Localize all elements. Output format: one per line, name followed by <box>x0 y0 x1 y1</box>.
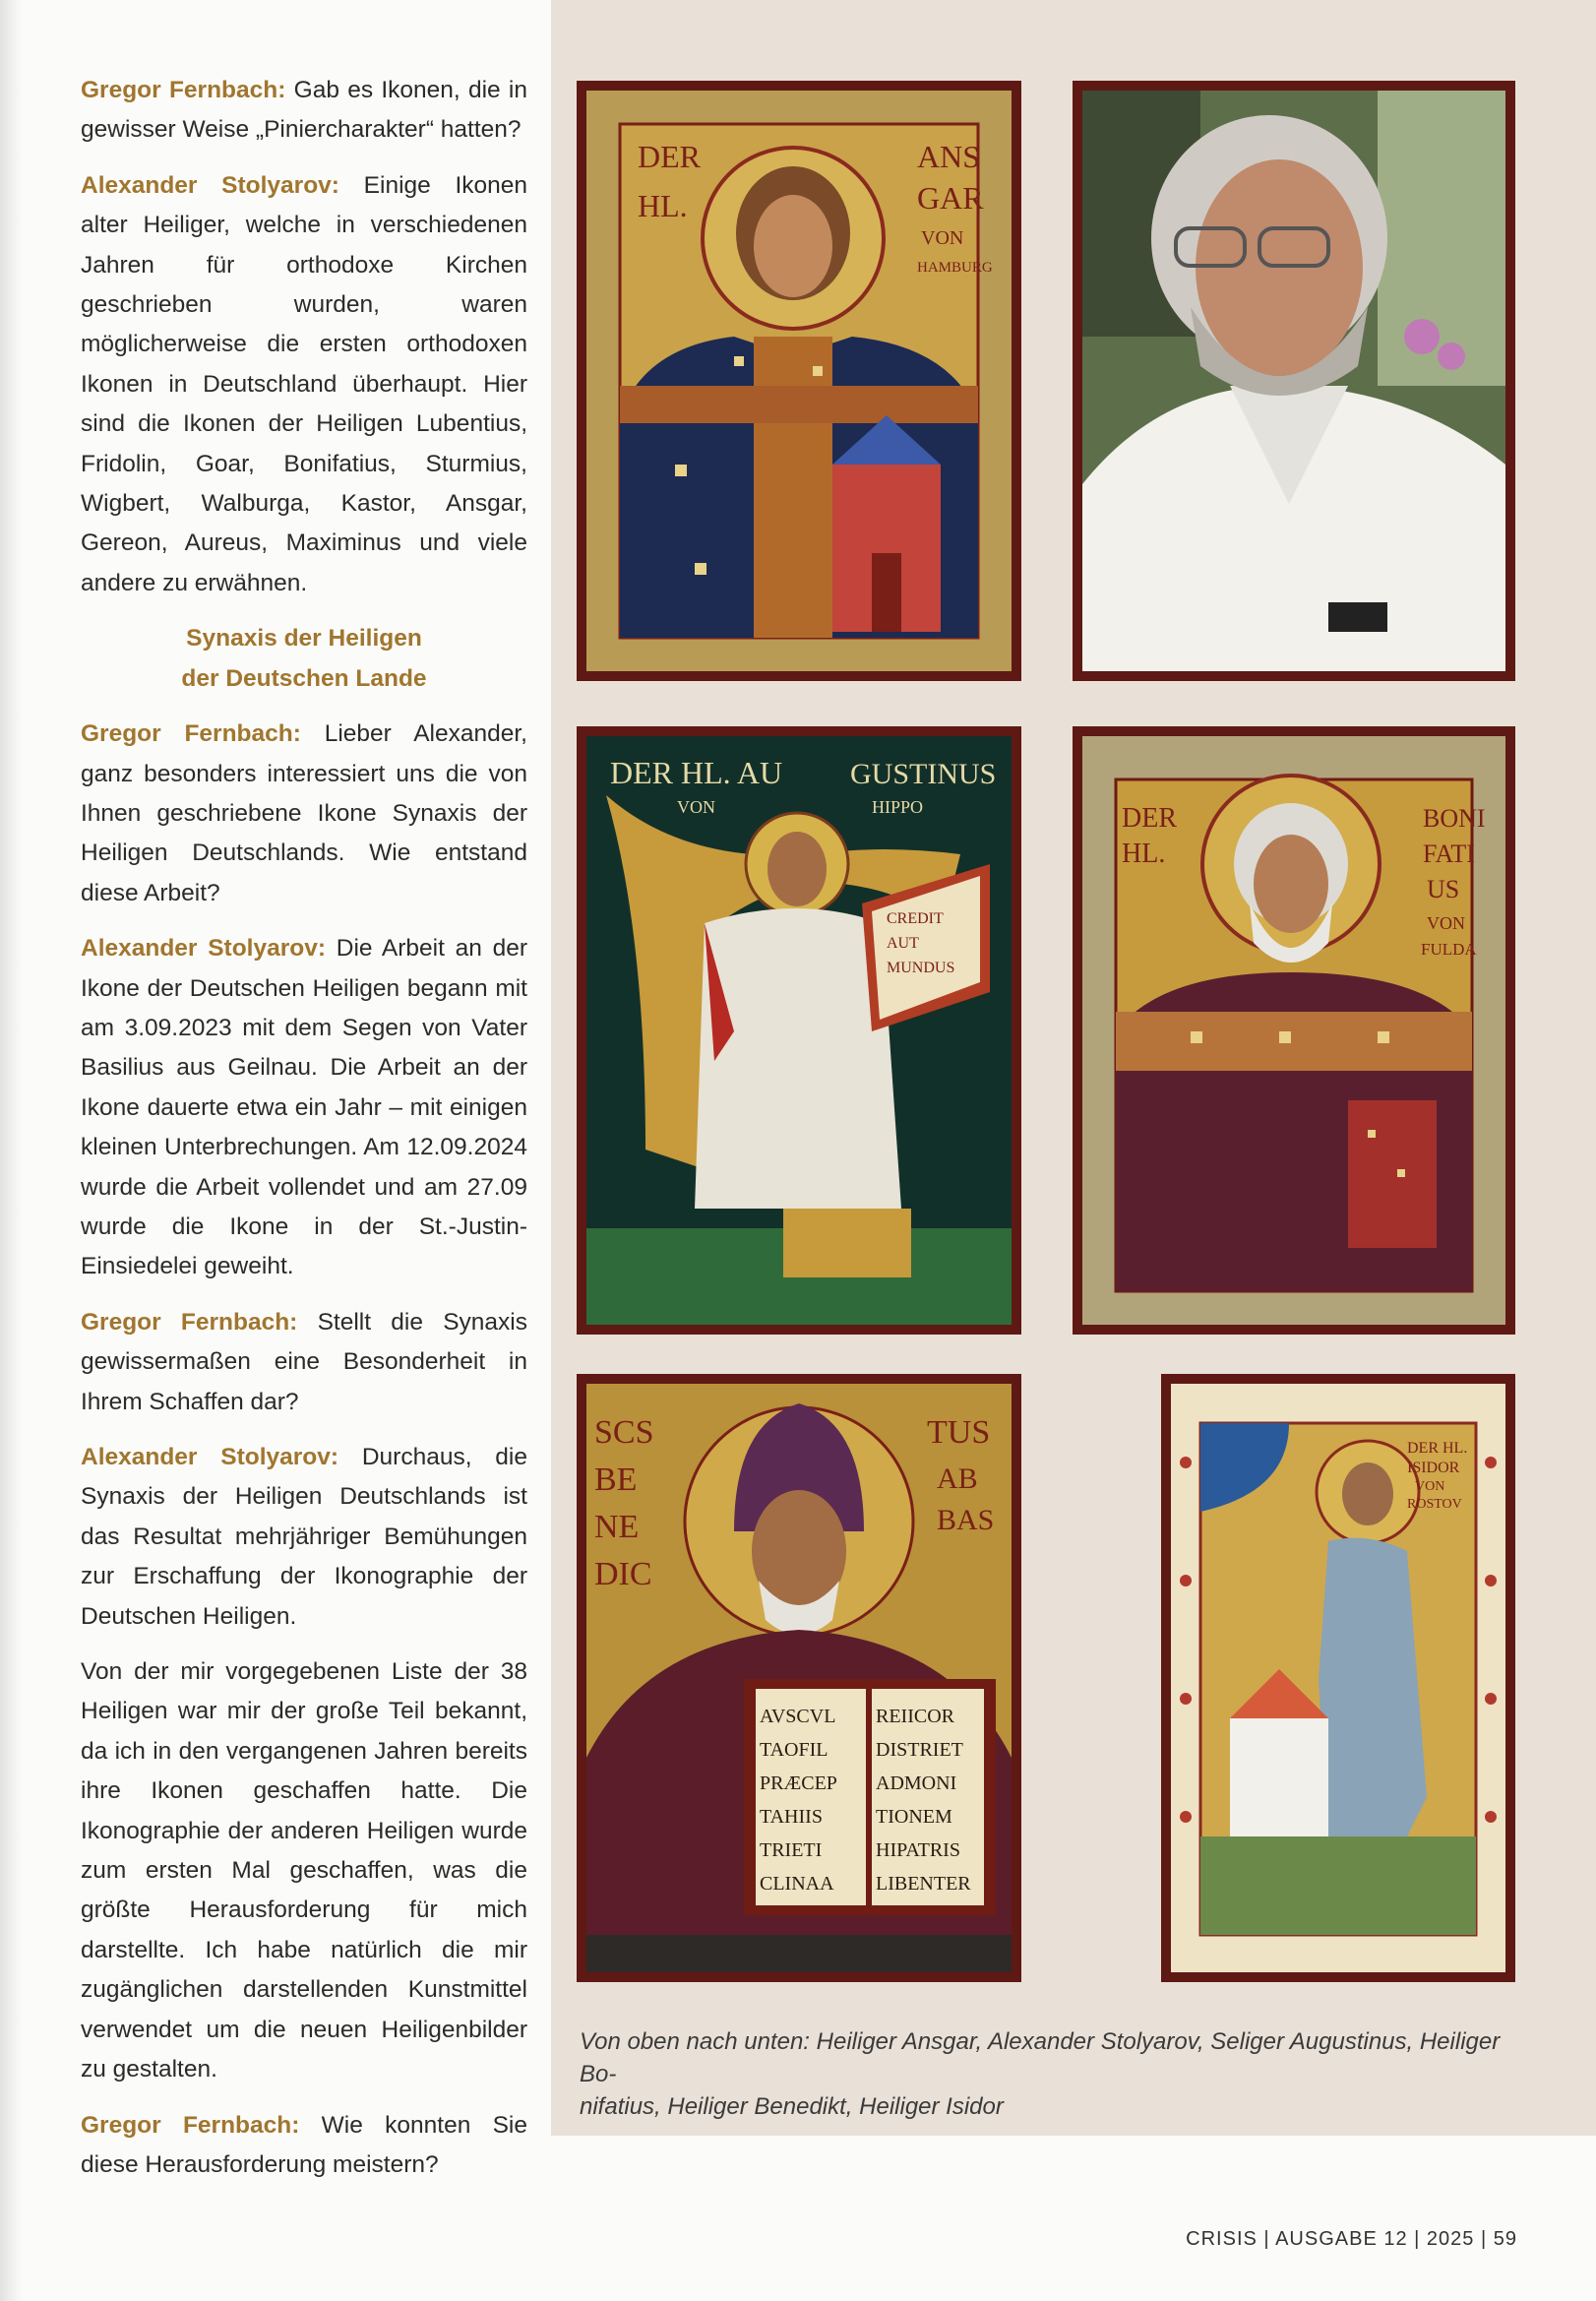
book-text: DISTRIET <box>876 1739 963 1761</box>
icon-inscription: FULDA <box>1421 940 1477 959</box>
page-footer <box>1186 2228 1517 2251</box>
issue-number: AUSGABE 12 <box>1275 2228 1408 2250</box>
footer-separator: | <box>1414 2228 1421 2250</box>
footer-separator: | <box>1480 2228 1488 2250</box>
icon-inscription: DER HL. <box>1407 1440 1468 1457</box>
book-text: TAOFIL <box>760 1739 829 1761</box>
portrait-photo-stolyarov <box>1073 81 1515 681</box>
qa-paragraph <box>81 1303 527 1422</box>
icon-inscription: ANS <box>917 139 981 174</box>
book-text: CLINAA <box>760 1873 834 1895</box>
icon-inscription: VON <box>677 797 715 817</box>
icon-inscription: SCS <box>594 1414 654 1451</box>
page-number: 59 <box>1493 2228 1517 2250</box>
paragraph-text: Lieber Alexander, ganz besonders interessiert uns die von Ihnen geschriebene Ikone Synaxis der Heiligen Deutschlands. Wie entstand diese Arbeit? <box>81 720 527 906</box>
icon-inscription: VON <box>1415 1479 1445 1494</box>
icon-inscription: DIC <box>594 1556 652 1592</box>
book-text: TIONEM <box>876 1806 952 1828</box>
caption-line: nifatius, Heiliger Benedikt, Heiliger Isidor <box>580 2093 1004 2120</box>
icon-inscription: HL. <box>638 188 688 223</box>
book-text: PRÆCEP <box>760 1772 837 1794</box>
page-edge-shadow <box>0 0 22 2301</box>
icon-inscription: BONI <box>1423 804 1486 833</box>
subheading-line: der Deutschen Lande <box>181 664 427 692</box>
icon-inscription: US <box>1427 875 1460 903</box>
book-text: ADMONI <box>876 1772 957 1794</box>
icon-ansgar <box>577 81 1021 681</box>
icon-inscription: FATI <box>1423 840 1475 868</box>
icon-augustinus <box>577 726 1021 1335</box>
footer-separator: | <box>1263 2228 1270 2250</box>
speaker: Gregor Fernbach: <box>81 2111 300 2139</box>
section-subheading <box>81 619 527 699</box>
icon-inscription: AUT <box>887 935 919 952</box>
speaker: Gregor Fernbach: <box>81 77 286 103</box>
icon-inscription: DER HL. AU <box>610 755 783 790</box>
qa-paragraph <box>81 929 527 1287</box>
icon-inscription: CREDIT <box>887 910 944 927</box>
article-column <box>81 71 527 2201</box>
subheading-line: Synaxis der Heiligen <box>186 625 422 653</box>
icon-inscription: HAMBURG <box>917 260 993 276</box>
image-caption <box>580 2025 1524 2123</box>
icon-inscription: MUNDUS <box>887 960 955 976</box>
qa-paragraph <box>81 2106 527 2186</box>
icon-inscription: AB <box>937 1462 978 1495</box>
icon-bonifatius <box>1073 726 1515 1335</box>
paragraph-text: Durchaus, die Synaxis der Heiligen Deutschlands ist das Resultat mehrjähriger Bemühungen zur Erschaffung der Ikonographie der Deutschen Heiligen. <box>81 1444 527 1630</box>
speaker: Gregor Fernbach: <box>81 720 301 748</box>
icon-inscription: ISIDOR <box>1407 1460 1460 1476</box>
paragraph <box>81 1652 527 2089</box>
book-text: REIICOR <box>876 1706 954 1727</box>
icon-inscription: VON <box>1427 913 1465 933</box>
caption-line: Von oben nach unten: Heiliger Ansgar, Alexander Stolyarov, Seliger Augustinus, Heiliger Bo- <box>580 2028 1501 2087</box>
issue-year: 2025 <box>1426 2228 1475 2250</box>
paragraph-text: Wie konnten Sie diese Herausforderung meistern? <box>81 2111 527 2178</box>
magazine-name: CRISIS <box>1186 2228 1258 2250</box>
paragraph-text: Einige Ikonen alter Heiliger, welche in verschiedenen Jahren für orthodoxe Kirchen geschrieben wurden, waren möglicherweise die ersten orthodoxen Ikonen in Deutschland überhaupt. Hier sind die Ikonen der Heiligen Lubentius, Fridolin, Goar, Bonifatius, Sturmius, Wigbert, Walburga, Kastor, Ansgar, Gereon, Aureus, Maximinus und viele andere zu erwähnen. <box>81 171 527 596</box>
paragraph-text: Die Arbeit an der Ikone der Deutschen Heiligen begann mit am 3.09.2023 mit dem Segen von Vater Basilius aus Geilnau. Die Arbeit an der Ikone dauerte etwa ein Jahr – mit einigen kleinen Unterbrechungen. Am 12.09.2024 wurde die Arbeit vollendet und am 27.09 wurde die Ikone in der St.-Justin-Einsiedelei geweiht. <box>81 935 528 1280</box>
paragraph-text: Von der mir vorgegebenen Liste der 38 Heiligen war mir der große Teil bekannt, da ich in den vergangenen Jahren bereits ihre Ikonen geschaffen hatte. Die Ikonographie der anderen Heiligen wurde zum ersten Mal geschaffen, was die größte Herausforderung für mich darstellte. Ich habe natürlich die mir zugänglichen darstellenden Kunstmittel verwendet um die neuen Heiligenbilder zu gestalten. <box>81 1658 527 2083</box>
icon-inscription: HL. <box>1122 839 1166 869</box>
qa-paragraph <box>81 166 527 603</box>
icon-inscription: BE <box>594 1461 638 1498</box>
icon-benedikt <box>577 1374 1021 1982</box>
qa-paragraph <box>81 71 527 151</box>
speaker: Alexander Stolyarov: <box>81 935 327 963</box>
book-text: TRIETI <box>760 1839 823 1861</box>
qa-paragraph <box>81 715 527 913</box>
icon-inscription: TUS <box>927 1414 991 1451</box>
speaker: Alexander Stolyarov: <box>81 1444 339 1470</box>
speaker: Gregor Fernbach: <box>81 1308 298 1336</box>
icon-inscription: VON <box>921 227 964 249</box>
book-text: LIBENTER <box>876 1873 971 1895</box>
icon-isidor <box>1161 1374 1515 1982</box>
paragraph-text: Gab es Ikonen, die in gewisser Weise „Piniercharakter“ hatten? <box>81 77 527 144</box>
speaker: Alexander Stolyarov: <box>81 171 339 199</box>
paragraph-text: Stellt die Synaxis gewissermaßen eine Besonderheit in Ihrem Schaffen dar? <box>81 1308 527 1415</box>
icon-inscription: ROSTOV <box>1407 1497 1462 1512</box>
icon-inscription: DER <box>638 139 701 174</box>
icon-inscription: BAS <box>937 1504 995 1536</box>
icon-inscription: HIPPO <box>872 797 924 817</box>
qa-paragraph <box>81 1438 527 1637</box>
icon-inscription: DER <box>1122 803 1177 834</box>
icon-inscription: GUSTINUS <box>850 758 997 790</box>
book-text: TAHIIS <box>760 1806 823 1828</box>
icon-inscription: NE <box>594 1509 640 1545</box>
book-text: HIPATRIS <box>876 1839 960 1861</box>
book-text: AVSCVL <box>760 1706 836 1727</box>
icon-inscription: GAR <box>917 180 984 216</box>
